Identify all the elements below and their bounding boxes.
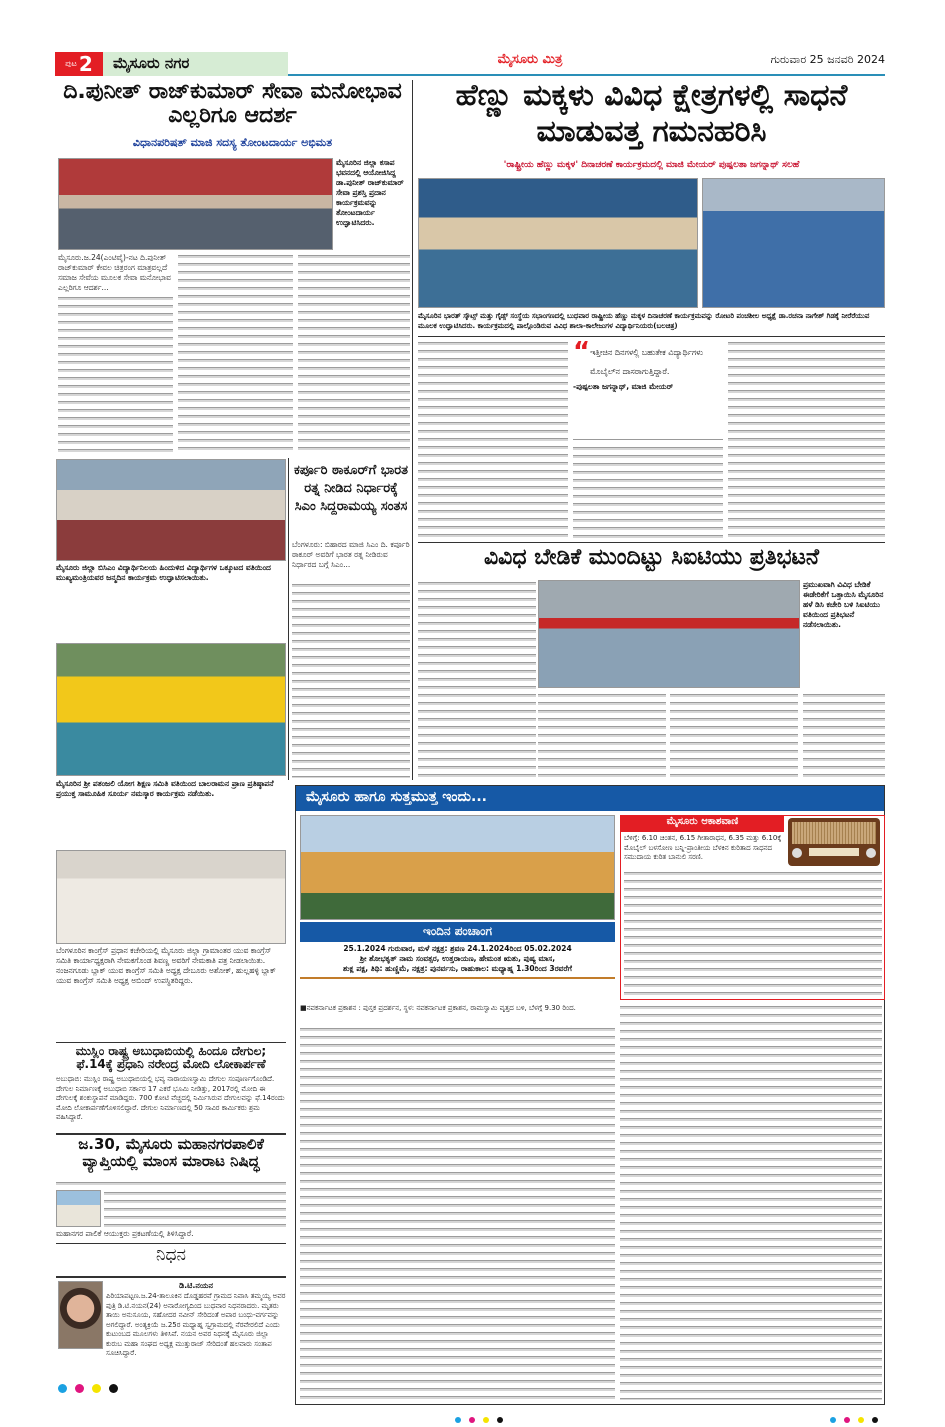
panchanga-title: ಇಂದಿನ ಪಂಚಾಂಗ (300, 922, 615, 942)
issue-date: ಗುರುವಾರ 25 ಜನವರಿ 2024 (770, 53, 885, 66)
page-number-badge (55, 52, 103, 76)
puneeth-award-photo (58, 158, 333, 250)
magenta-dot (75, 1384, 84, 1393)
magenta-dot (844, 1417, 850, 1423)
bcm-hostel-photo (56, 459, 286, 561)
divider (56, 1042, 286, 1043)
girls-day-headline: ಹೆಣ್ಣು ಮಕ್ಕಳು ವಿವಿಧ ಕ್ಷೇತ್ರಗಳಲ್ಲಿ ಸಾಧನೆ ಮಾಡುವತ್ತ ಗಮನಹರಿಸಿ (455, 78, 848, 149)
meat-ban-body (56, 1180, 286, 1188)
mysore-palace-photo (300, 815, 615, 920)
puneeth-body-lead: ಮೈಸೂರು.ಜ.24(ಎಂಟಿವೈ)-ನಟ ದಿ.ಪುನೀತ್ ರಾಜ್‌ಕುಮಾರ್ ಕೇವಲ ಚಿತ್ರರಂಗ ಮಾತ್ರವಲ್ಲದೆ ಸಮಾಜ ಸೇವೆಯ ಮೂಲಕ ಸೇವಾ ಮನೋಭಾವ ಎಲ್ಲರಿಗೂ ಆದರ್ಶ... (58, 253, 173, 293)
girls-day-body (728, 340, 885, 538)
puneeth-body (178, 253, 293, 455)
today-events-title: ಮೈಸೂರು ಹಾಗೂ ಸುತ್ತಮುತ್ತ ಇಂದು... (296, 786, 884, 811)
girls-day-inauguration-photo (418, 178, 698, 308)
citu-side-caption: ಪ್ರಮುಖವಾಗಿ ವಿವಿಧ ಬೇಡಿಕೆ ಈಡೇರಿಕೆಗೆ ಒತ್ತಾಯಿಸಿ ಮೈಸೂರಿನ ಹಳೆ ಡಿಸಿ ಕಚೇರಿ ಬಳಿ ಸಿಐಟಿಯು ವತಿಯಿಂದ ಪ್ರತಿಭಟನೆ ನಡೆಸಲಾಯಿತು. (803, 580, 884, 629)
column-divider (412, 80, 413, 780)
masthead-rule (288, 74, 885, 76)
divider (418, 542, 885, 543)
girls-day-quote-box (573, 337, 723, 440)
event-listings (620, 1004, 882, 1400)
divider (418, 336, 885, 337)
radio-title: ಮೈಸೂರು ಆಕಾಶವಾಣಿ (621, 816, 784, 832)
cyan-dot (455, 1417, 461, 1423)
puneeth-photo-caption: ಮೈಸೂರಿನ ಜಿಲ್ಲಾ ಕಸಾಪ ಭವನದಲ್ಲಿ ಆಯೋಜಿಸಿದ್ದ ಡಾ.ಪುನೀತ್ ರಾಜ್‌ಕುಮಾರ್ ಸೇವಾ ಪ್ರಶಸ್ತಿ ಪ್ರದಾನ ಕಾರ್ಯಕ್ರಮವನ್ನು ತೋಂಟದಾರ್ಯ ಉದ್ಘಾಟಿಸಿದರು. (336, 158, 404, 227)
page-number: 2 (78, 52, 93, 76)
karpoori-body (292, 582, 410, 778)
yellow-dot (483, 1417, 489, 1423)
citu-body (418, 580, 536, 780)
puneeth-headline: ದಿ.ಪುನೀತ್ ರಾಜ್‌ಕುಮಾರ್ ಸೇವಾ ಮನೋಭಾವ ಎಲ್ಲರಿಗೂ ಆದರ್ಶ (63, 79, 402, 129)
obituary-body: ಪಿರಿಯಾಪಟ್ಟಣ.ಜ.24-ತಾಲೂಕಿನ ದೊಡ್ಡಹರವೆ ಗ್ರಾಮದ ನಿವಾಸಿ ತಮ್ಮಯ್ಯ ಅವರ ಪುತ್ರಿ ಡಿ.ಟಿ.ನಯನ(24) ಅನಾರೋಗ್ಯದಿಂದ ಬುಧವಾರ ನಿಧನರಾದರು. ಮೃತರು ತಾಯಿ ಅನುಸೂಯ, ಸಹೋದರ ನವೀನ್ ಸೇರಿದಂತೆ ಅಪಾರ ಬಂಧು-ವರ್ಗವನ್ನು ಅಗಲಿದ್ದಾರೆ. ಅಂತ್ಯಕ್ರಿಯೆ ಜ.25ರ ಮಧ್ಯಾಹ್ನ ಸ್ವಗ್ರಾಮದಲ್ಲಿ ನೆರವೇರಲಿದೆ ಎಂದು ಕುಟುಂಬದ ಮೂಲಗಳು ತಿಳಿಸಿವೆ. ನಯನ ಅವರ ನಿಧನಕ್ಕೆ ಮೈಸೂರು ಜಿಲ್ಲಾ ಕುರುಬ ಮಹಾ ಸಂಘದ ಅಧ್ಯಕ್ಷ ಮುತ್ತುರಾಜ್ ಸೇರಿದಂತೆ ಹಲವಾರು ಸಂತಾಪ ಸೂಚಿಸಿದ್ದಾರೆ. (106, 1292, 286, 1372)
magenta-dot (469, 1417, 475, 1423)
black-dot (872, 1417, 878, 1423)
radio-icon (788, 818, 880, 866)
cyan-dot (830, 1417, 836, 1423)
meat-ban-headline: ಜ.30, ಮೈಸೂರು ಮಹಾನಗರಪಾಲಿಕೆ ವ್ಯಾಪ್ತಿಯಲ್ಲಿ ಮಾಂಸ ಮಾರಾಟ ನಿಷಿದ್ಧ (78, 1135, 264, 1170)
listing-first: ■ನವಕರ್ನಾಟಕ ಪ್ರಕಾಶನ : ಪುಸ್ತಕ ಪ್ರದರ್ಶನ, ಸ್ಥಳ: ನವಕರ್ನಾಟಕ ಪ್ರಕಾಶನ, ರಾಮಸ್ವಾಮಿ ವೃತ್ತದ ಬಳಿ, ಬೆಳಗ್ಗೆ 9.30 ರಿಂದ. (300, 1004, 615, 1024)
girls-day-body (573, 445, 723, 538)
citu-body (538, 692, 666, 780)
section-label: ಮೈಸೂರು ನಗರ (103, 52, 288, 76)
page-prefix: ಪುಟ (65, 59, 77, 68)
quote-mark-icon: “ (573, 337, 591, 367)
city-corporation-photo (56, 1190, 101, 1227)
radio-schedule-lead: ಬೆಳಿಗ್ಗೆ: 6.10 ಚಿಂತನ, 6.15 ಗೀತಾರಾಧನ, 6.35 ಮತ್ತು 6.10ಕ್ಕೆ ಮೊಬೈಲ್ ಬಳಸೋಣ ಬನ್ನಿ-ಪ್ರಾಂತೀಯ ಬೆಳಕಿನ ಕುರಿತಾದ ಸಾಧನದ ಸಮುದಾಯ ಕುರಿತ ಬಾನುಲಿ ಸರಣಿ. (624, 834, 786, 866)
girls-day-students-photo (702, 178, 885, 308)
puneeth-body (298, 253, 410, 455)
panchanga-line: ಶುಕ್ಲ ಪಕ್ಷ, ತಿಥಿ: ಹುಣ್ಣಿಮೆ, ನಕ್ಷತ್ರ: ಪುನರ್ವಸು, ರಾಹುಕಾಲ: ಮಧ್ಯಾಹ್ನ 1.30ರಿಂದ 3ರವರೆಗೆ (343, 964, 572, 973)
citu-protest-photo (538, 580, 800, 688)
event-listings (300, 1026, 615, 1400)
panchanga-line: 25.1.2024 ಗುರುವಾರ, ಮಳೆ ನಕ್ಷತ್ರ: ಶ್ರವಣ 24.1.2024ರಿಂದ 05.02.2024 (343, 944, 572, 953)
column-divider (288, 458, 289, 780)
yellow-dot (92, 1384, 101, 1393)
citu-body (803, 692, 885, 780)
meat-ban-body (104, 1190, 286, 1227)
divider (56, 1243, 286, 1244)
youth-congress-photo (56, 850, 286, 944)
girls-day-subhead: 'ರಾಷ್ಟ್ರೀಯ ಹೆಣ್ಣು ಮಕ್ಕಳ' ದಿನಾಚರಣೆ ಕಾರ್ಯಕ್ರಮದಲ್ಲಿ ಮಾಜಿ ಮೇಯರ್ ಪುಷ್ಪಲತಾ ಜಗನ್ನಾಥ್ ಸಲಹೆ (503, 160, 800, 170)
panchanga-line: ಶ್ರೀ ಶೋಭಕೃತ್ ನಾಮ ಸಂವತ್ಸರ, ಉತ್ತರಾಯಣ, ಹೇಮಂತ ಋತು, ಪುಷ್ಯ ಮಾಸ, (359, 954, 556, 963)
citu-protest-headline: ವಿವಿಧ ಬೇಡಿಕೆ ಮುಂದಿಟ್ಟು ಸಿಐಟಿಯು ಪ್ರತಿಭಟನೆ (483, 545, 819, 570)
registration-marks-center (455, 1408, 511, 1427)
paper-name: ಮೈಸೂರು ಮಿತ್ರ (497, 52, 563, 67)
youth-congress-caption: ಬೆಂಗಳೂರಿನ ಕಾಂಗ್ರೆಸ್ ಪ್ರಧಾನ ಕಚೇರಿಯಲ್ಲಿ ಮೈಸೂರು ಜಿಲ್ಲಾ ಗ್ರಾಮಾಂತರ ಯುವ ಕಾಂಗ್ರೆಸ್ ಸಮಿತಿ ಕಾರ್ಯಾಧ್ಯಕ್ಷರಾಗಿ ನೇಮಕಗೊಂಡ ಶಿವಣ್ಣ ಅವರಿಗೆ ನೇಮಕಾತಿ ಪತ್ರ ನೀಡಲಾಯಿತು. ನಂಜನಗೂಡು ಬ್ಲಾಕ್ ಯುವ ಕಾಂಗ್ರೆಸ್ ಸಮಿತಿ ಅಧ್ಯಕ್ಷ ದೇಬೂರು ಅಶೋಕ್, ಹುಲ್ಲಹಳ್ಳಿ ಬ್ಲಾಕ್ ಯುವ ಕಾಂಗ್ರೆಸ್ ಸಮಿತಿ ಅಧ್ಯಕ್ಷ ಅಬಿಂದ್ ಉಪಸ್ಥಿತರಿದ್ದರು. (56, 946, 276, 985)
girls-day-quote-author: -ಪುಷ್ಪಲತಾ ಜಗನ್ನಾಥ್, ಮಾಜಿ ಮೇಯರ್ (573, 382, 674, 391)
bcm-hostel-caption: ಮೈಸೂರು ಜಿಲ್ಲಾ ಬಿಸಿಎಂ ವಿದ್ಯಾರ್ಥಿನಿಲಯ ಹಿಂದುಳಿದ ವಿದ್ಯಾರ್ಥಿಗಳ ಒಕ್ಕೂಟದ ವತಿಯಿಂದ ಮುಖ್ಯಮಂತ್ರಿಯವರ ಜನ್ಮದಿನ ಕಾರ್ಯಕ್ರಮ ಉದ್ಘಾಟಿಸಲಾಯಿತು. (56, 563, 271, 582)
obituary-name: ಡಿ.ಟಿ.ನಯನ (179, 1281, 213, 1290)
obituary-portrait (58, 1281, 103, 1349)
yoga-event-caption: ಮೈಸೂರಿನ ಶ್ರೀ ಪತಂಜಲಿ ಯೋಗ ಶಿಕ್ಷಣ ಸಮಿತಿ ವತಿಯಿಂದ ಬಾಲರಾಮನ ಪ್ರಾಣ ಪ್ರತಿಷ್ಠಾಪನೆ ಪ್ರಯುಕ್ತ ಸಾಮೂಹಿಕ ಸೂರ್ಯ ನಮಸ್ಕಾರ ಕಾರ್ಯಕ್ರಮ ನಡೆಯಿತು. (56, 779, 274, 798)
puneeth-body (58, 295, 173, 455)
registration-marks-right (830, 1408, 886, 1427)
karpoori-body-lead: ಬೆಂಗಳೂರು: ಬಿಹಾರದ ಮಾಜಿ ಸಿಎಂ ದಿ. ಕರ್ಪೂರಿ ಠಾಕೂರ್ ಅವರಿಗೆ ಭಾರತ ರತ್ನ ನೀಡಿರುವ ನಿರ್ಧಾರದ ಬಗ್ಗೆ ಸಿಎಂ... (292, 540, 410, 580)
radio-schedule (624, 870, 882, 997)
yellow-dot (858, 1417, 864, 1423)
temple-body: ಅಬುಧಾಬಿ: ಮುಸ್ಲಿಂ ರಾಷ್ಟ್ರ ಅಬುಧಾಬಿಯಲ್ಲಿ ಭವ್ಯ ನಾರಾಯಣಸ್ವಾಮಿ ದೇಗುಲ ಸಂಪೂರ್ಣಗೊಂಡಿದೆ. ದೇಗುಲ ನಿರ್ಮಾಣಕ್ಕೆ ಅಬುಧಾಬಿ ಸರ್ಕಾರ 17 ಎಕರೆ ಭೂಮಿ ನೀಡಿತ್ತು, 2017ರಲ್ಲಿ ಮೋದಿ ಈ ದೇಗುಲಕ್ಕೆ ಶಂಕುಸ್ಥಾಪನೆ ಮಾಡಿದ್ದರು. 700 ಕೋಟಿ ವೆಚ್ಚದಲ್ಲಿ ನಿರ್ಮಿಸಿರುವ ದೇಗುಲವನ್ನು ಫೆ.14ರಂದು ಮೋದಿ ಲೋಕಾರ್ಪಣೆಗೊಳಿಸಲಿದ್ದಾರೆ. ದೇಗುಲ ನಿರ್ಮಾಣದಲ್ಲಿ 50 ಸಾವಿರ ಕಾರ್ಮಿಕರು ಶ್ರಮ ವಹಿಸಿದ್ದಾರೆ. (56, 1075, 286, 1131)
temple-headline: ಮುಸ್ಲಿಂ ರಾಷ್ಟ್ರ ಅಬುಧಾಬಿಯಲ್ಲಿ ಹಿಂದೂ ದೇಗುಲ; ಫೆ.14ಕ್ಕೆ ಪ್ರಧಾನಿ ನರೇಂದ್ರ ಮೋದಿ ಲೋಕಾರ್ಪಣೆ (75, 1044, 267, 1072)
divider (56, 1276, 286, 1278)
meat-ban-body-end: ಮಹಾನಗರ ಪಾಲಿಕೆ ಆಯುಕ್ತರು ಪ್ರಕಟಣೆಯಲ್ಲಿ ತಿಳಿಸಿದ್ದಾರೆ. (56, 1229, 286, 1241)
cyan-dot (58, 1384, 67, 1393)
girls-day-body (418, 340, 568, 538)
black-dot (109, 1384, 118, 1393)
panchanga-details (300, 944, 615, 979)
obituary-section-title: ನಿಧನ (156, 1245, 186, 1265)
registration-marks-left (58, 1378, 126, 1397)
puneeth-subhead: ವಿಧಾನಪರಿಷತ್ ಮಾಜಿ ಸದಸ್ಯ ತೋಂಟದಾರ್ಯ ಅಭಿಮತ (132, 136, 333, 149)
black-dot (497, 1417, 503, 1423)
karpoori-headline: ಕರ್ಪೂರಿ ಠಾಕೂರ್‌ಗೆ ಭಾರತ ರತ್ನ ನೀಡಿದ ನಿರ್ಧಾರಕ್ಕೆ ಸಿಎಂ ಸಿದ್ದರಾಮಯ್ಯ ಸಂತಸ (294, 463, 408, 514)
girls-day-photo-caption: ಮೈಸೂರಿನ ಭಾರತ್ ಸ್ಕೌಟ್ಸ್ ಮತ್ತು ಗೈಡ್ಸ್ ಸಂಸ್ಥೆಯ ಸಭಾಂಗಣದಲ್ಲಿ ಬುಧವಾರ ರಾಷ್ಟ್ರೀಯ ಹೆಣ್ಣು ಮಕ್ಕಳ ದಿನಾಚರಣೆ ಕಾರ್ಯಕ್ರಮವನ್ನು ರೋಟರಿ ಪಂಚಶೀಲ ಅಧ್ಯಕ್ಷೆ ಡಾ.ರಚನಾ ನಾಗೇಶ್ ಗಿಡಕ್ಕೆ ನೀರೆರೆಯುವ ಮೂಲಕ ಉದ್ಘಾಟಿಸಿದರು. ಕಾರ್ಯಕ್ರಮದಲ್ಲಿ ಪಾಲ್ಗೊಂಡಿರುವ ವಿವಿಧ ಶಾಲಾ-ಕಾಲೇಜುಗಳ ವಿದ್ಯಾರ್ಥಿನಿಯರು(ಬಲಚಿತ್ರ) (418, 312, 870, 330)
yoga-event-photo (56, 643, 286, 776)
girls-day-quote: ಇತ್ತೀಚಿನ ದಿನಗಳಲ್ಲಿ ಬಹುತೇಕ ವಿದ್ಯಾರ್ಥಿಗಳು ಮೊಬೈಲ್‌ನ ದಾಸರಾಗುತ್ತಿದ್ದಾರೆ. (590, 348, 704, 376)
citu-body (670, 692, 798, 780)
